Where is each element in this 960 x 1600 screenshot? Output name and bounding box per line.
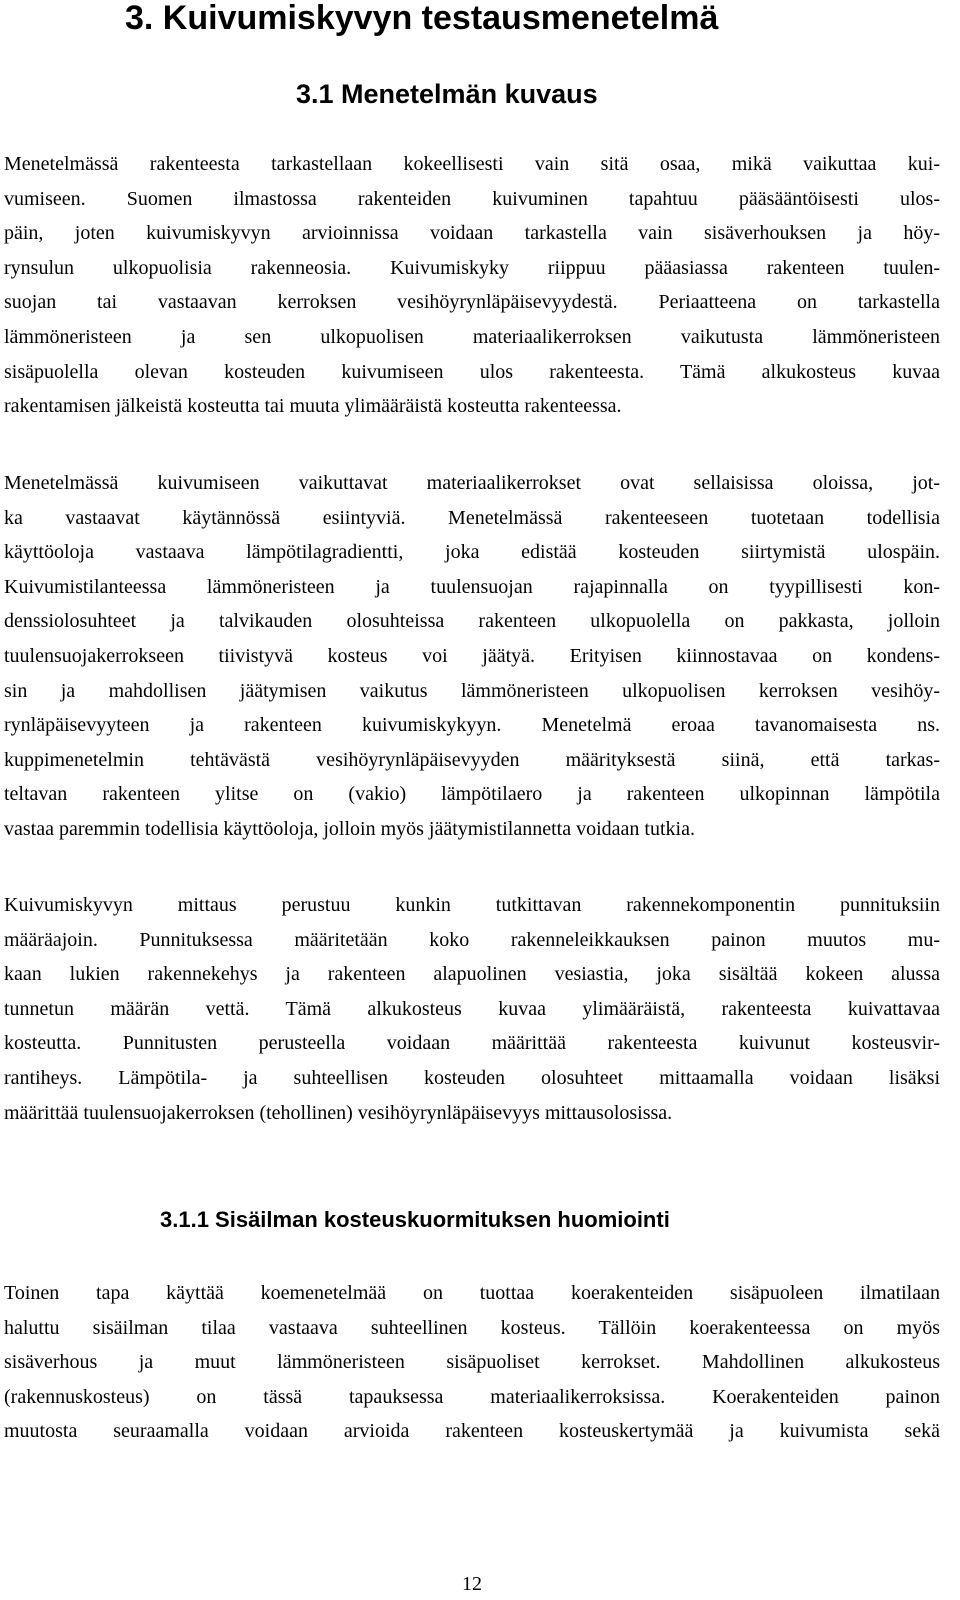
paragraph-method-description [4, 147, 940, 424]
text-line: Menetelmässä kuivumiseen vaikuttavat materiaalikerrokset ovat sellaisissa oloissa, jot- [4, 472, 940, 494]
text-line: sisäpuolella olevan kosteuden kuivumiseen ulos rakenteesta. Tämä alkukosteus kuvaa [4, 360, 940, 383]
text-line: määräajoin. Punnituksessa määritetään koko rakenneleikkauksen painon muutos mu- [4, 928, 940, 951]
text-line: sisäverhous ja muut lämmöneristeen sisäpuoliset kerrokset. Mahdollinen alkukosteus [4, 1351, 940, 1374]
text-line: Kuivumistilanteessa lämmöneristeen ja tuulensuojan rajapinnalla on tyypillisesti kon- [4, 575, 940, 598]
text-line: ka vastaavat käytännössä esiintyviä. Menetelmässä rakenteeseen tuotetaan todellisia [4, 506, 940, 529]
text-line: sin ja mahdollisen jäätymisen vaikutus lämmöneristeen ulkopuolisen kerroksen vesihöy- [4, 679, 940, 702]
text-line: vumiseen. Suomen ilmastossa rakenteiden kuivuminen tapahtuu pääsääntöisesti ulos- [4, 187, 940, 210]
text-line: käyttöoloja vastaava lämpötilagradientti, joka edistää kosteuden siirtymistä ulospäin. [4, 541, 940, 564]
text-line: rantiheys. Lämpötila- ja suhteellisen kosteuden olosuhteet mittaamalla voidaan lisäksi [4, 1066, 940, 1089]
text-line: haluttu sisäilman tilaa vastaava suhteellinen kosteus. Tällöin koerakenteessa on myös [4, 1316, 940, 1339]
paragraph-material-layers [4, 466, 940, 847]
text-line: suojan tai vastaavan kerroksen vesihöyrynläpäisevyydestä. Periaatteena on tarkastella [4, 291, 940, 314]
subsection-title: 3.1.1 Sisäilman kosteuskuormituksen huomiointi [160, 1207, 670, 1232]
text-line: muutosta seuraamalla voidaan arvioida rakenteen kosteuskertymää ja kuivumista sekä [4, 1420, 940, 1443]
text-line: Toinen tapa käyttää koemenetelmää on tuottaa koerakenteiden sisäpuoleen ilmatilaan [4, 1282, 940, 1304]
chapter-title: 3. Kuivumiskyvyn testausmenetelmä [125, 0, 719, 37]
text-line: kosteutta. Punnitusten perusteella voidaan määrittää rakenteesta kuivunut kosteusvir- [4, 1032, 940, 1055]
text-line: (rakennuskosteus) on tässä tapauksessa materiaalikerroksissa. Koerakenteiden painon [4, 1385, 940, 1408]
text-line: lämmöneristeen ja sen ulkopuolisen materiaalikerroksen vaikutusta lämmöneristeen [4, 325, 940, 348]
text-line: denssiolosuhteet ja talvikauden olosuhteissa rakenteen ulkopuolella on pakkasta, jolloin [4, 610, 940, 633]
text-line: kuppimenetelmin tehtävästä vesihöyrynläpäisevyyden määrityksestä siinä, että tarkas- [4, 748, 940, 771]
text-line: määrittää tuulensuojakerroksen (tehollinen) vesihöyrynläpäisevyys mittausolosissa. [4, 1101, 673, 1124]
page-number: 12 [462, 1573, 482, 1595]
text-line: tunnetun määrän vettä. Tämä alkukosteus kuvaa ylimääräistä, rakenteesta kuivattavaa [4, 997, 940, 1020]
text-line: Kuivumiskyvyn mittaus perustuu kunkin tutkittavan rakennekomponentin punnituksiin [4, 894, 940, 916]
text-line: rakentamisen jälkeistä kosteutta tai muuta ylimääräistä kosteutta rakenteessa. [4, 395, 622, 418]
text-line: rynsulun ulkopuolisia rakenneosia. Kuivumiskyky riippuu pääasiassa rakenteen tuulen- [4, 256, 940, 279]
text-line: rynläpäisevyyteen ja rakenteen kuivumiskykyyn. Menetelmä eroaa tavanomaisesta ns. [4, 714, 940, 737]
text-line: teltavan rakenteen ylitse on (vakio) lämpötilaero ja rakenteen ulkopinnan lämpötila [4, 783, 940, 806]
section-title: 3.1 Menetelmän kuvaus [296, 79, 598, 109]
text-line: Menetelmässä rakenteesta tarkastellaan kokeellisesti vain sitä osaa, mikä vaikuttaa kui- [4, 153, 940, 175]
text-line: päin, joten kuivumiskyvyn arvioinnissa voidaan tarkastella vain sisäverhouksen ja höy- [4, 222, 940, 245]
text-line: kaan lukien rakennekehys ja rakenteen alapuolinen vesiastia, joka sisältää kokeen alussa [4, 963, 940, 986]
paragraph-indoor-humidity [4, 1276, 940, 1449]
text-line: tuulensuojakerrokseen tiivistyvä kosteus voi jäätyä. Erityisen kiinnostavaa on kondens- [4, 644, 940, 667]
paragraph-measurement [4, 888, 940, 1130]
text-line: vastaa paremmin todellisia käyttöoloja, jolloin myös jäätymistilannetta voidaan tutkia. [4, 817, 695, 840]
